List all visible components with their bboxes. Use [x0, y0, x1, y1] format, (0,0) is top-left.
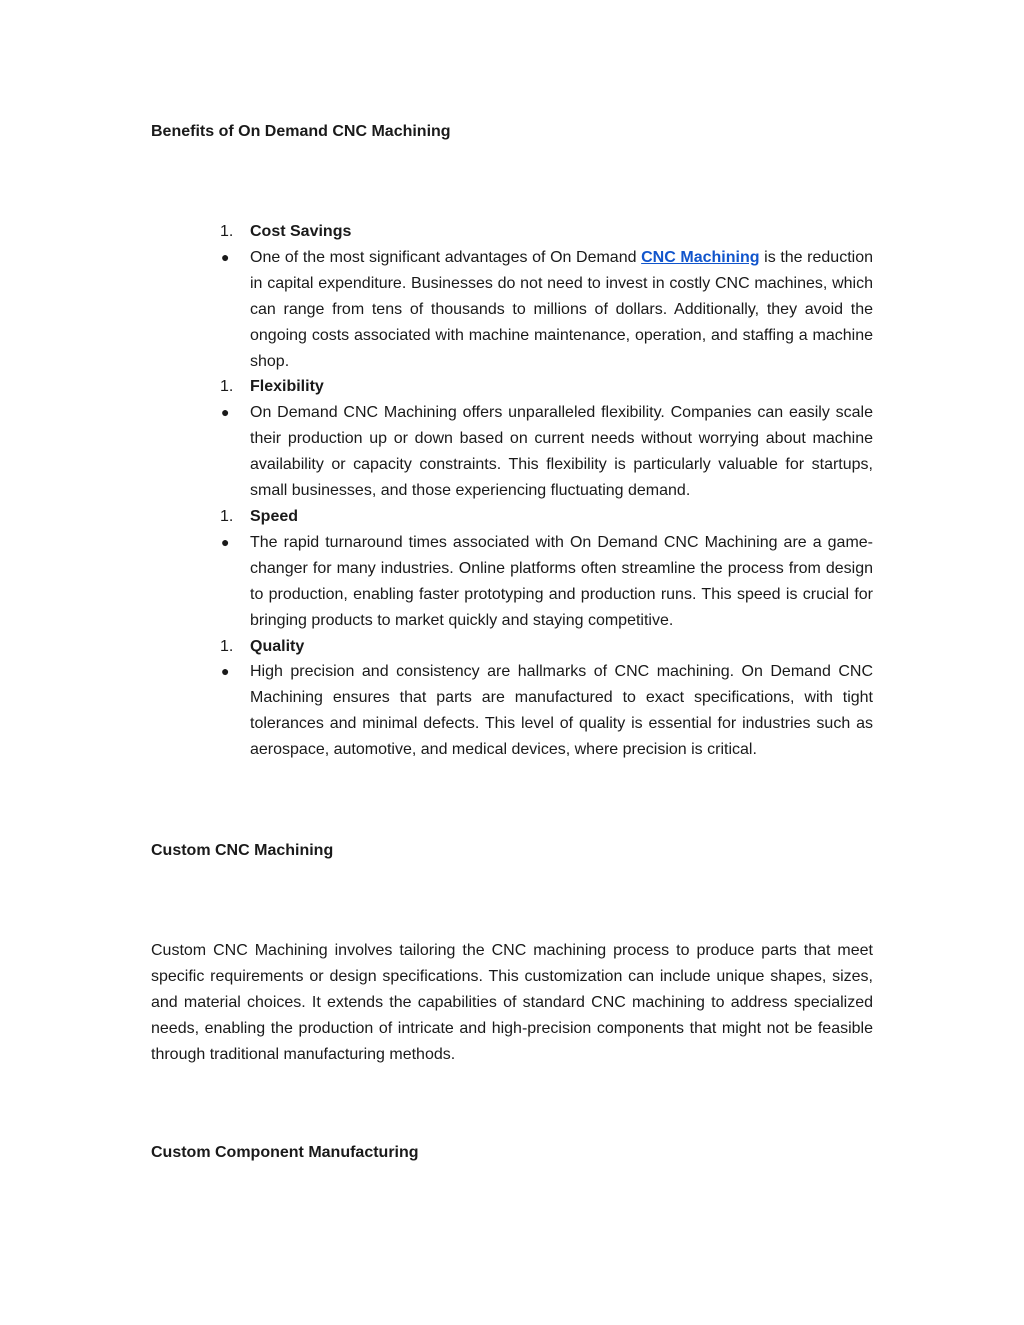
list-number: 1.: [220, 378, 234, 396]
list-item-flexibility-desc: [218, 400, 873, 504]
list-item-cost-savings-desc: [218, 245, 873, 375]
bullet-icon: ●: [221, 248, 230, 265]
bullet-icon: ●: [221, 404, 230, 421]
list-item-speed: [218, 504, 873, 530]
item-title: Speed: [250, 507, 299, 525]
item-title: Flexibility: [250, 378, 324, 396]
bullet-icon: ●: [221, 663, 230, 680]
heading-benefits: Benefits of On Demand CNC Machining: [151, 123, 451, 140]
heading-custom-cnc: Custom CNC Machining: [151, 842, 334, 859]
list-number: 1.: [220, 223, 234, 240]
item-title: Quality: [250, 637, 305, 655]
list-item-flexibility: [218, 374, 873, 400]
custom-cnc-paragraph: Custom CNC Machining involves tailoring the CNC machining process to produce parts that meet specific requirements or design specifications. This customization can include unique shapes, sizes, and material choices. It extends the capabilities of standard CNC machining to address specialized needs, enabling the production of intricate and high-precision components that might not be feasible through traditional manufacturing methods.: [151, 942, 873, 1063]
heading-custom-component: Custom Component Manufacturing: [151, 1144, 419, 1161]
item-description: On Demand CNC Machining offers unparalleled flexibility. Companies can easily scale their production up or down based on current needs without worrying about machine availability or capacity constraints. This flexibility is particularly valuable for startups, small businesses, and those experiencing fluctuating demand.: [250, 404, 873, 500]
item-description: The rapid turnaround times associated with On Demand CNC Machining are a game-changer for many industries. Online platforms often streamline the process from design to production, enabling faster prototyping and production runs. This speed is crucial for bringing products to market quickly and staying competitive.: [250, 533, 873, 629]
bullet-icon: ●: [221, 533, 230, 550]
list-item-speed-desc: [218, 530, 873, 634]
desc-text: is the reduction in capital expenditure. Businesses do not need to invest in costly CNC machines, which can range from tens of thousands to millions of dollars. Additionally, they avoid the ongoing costs associated with machine maintenance, operation, and staffing a machine shop.: [250, 248, 874, 370]
desc-text: One of the most significant advantages of On Demand: [250, 248, 642, 266]
item-description: High precision and consistency are hallmarks of CNC machining. On Demand CNC Machining ensures that parts are manufactured to exact specifications, with tight tolerances and minimal defects. This level of quality is essential for industries such as aerospace, automotive, and medical devices, where precision is critical.: [250, 663, 873, 759]
list-number: 1.: [220, 507, 234, 525]
list-item-cost-savings: [218, 219, 873, 245]
item-title: Cost Savings: [250, 223, 352, 240]
list-item-quality-desc: [218, 659, 873, 763]
list-item-quality: [218, 634, 873, 660]
item-description: [250, 245, 873, 375]
list-number: 1.: [220, 637, 234, 655]
cnc-machining-link[interactable]: CNC Machining: [641, 248, 760, 266]
benefits-list: [218, 219, 873, 763]
